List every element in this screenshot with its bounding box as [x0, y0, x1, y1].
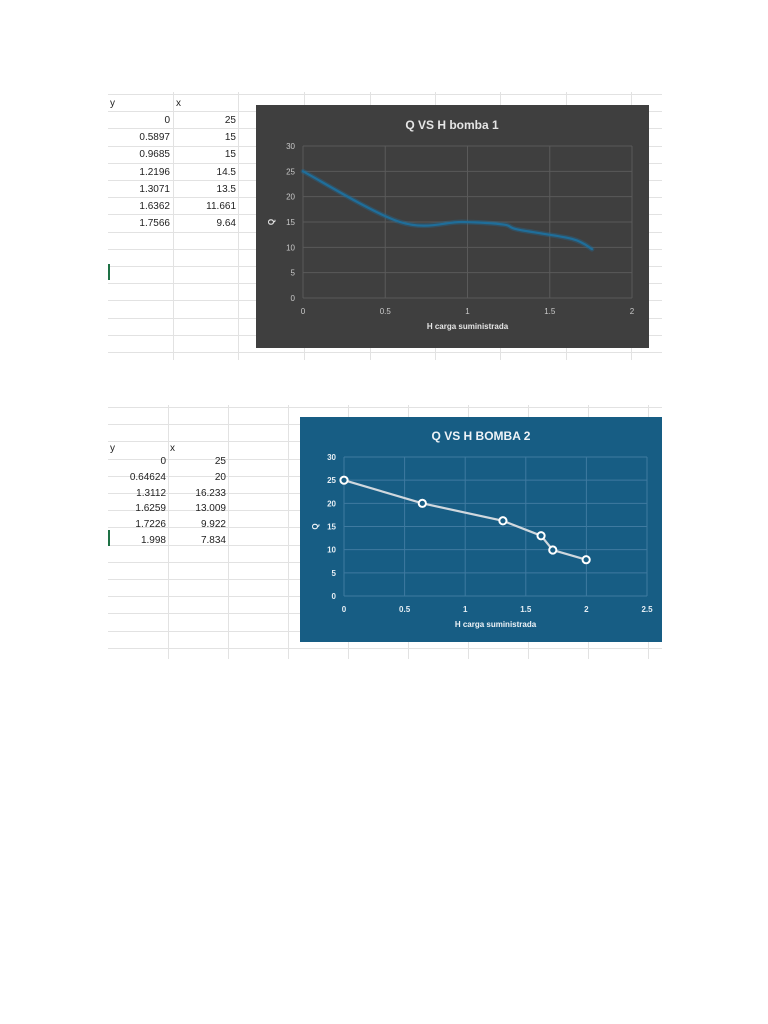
- y-tick-label: 25: [327, 476, 336, 486]
- cell-y-value[interactable]: 0.9685: [139, 149, 170, 161]
- y-tick-label: 0: [290, 294, 295, 303]
- cell-y-value[interactable]: 1.998: [140, 535, 166, 546]
- cell-x-value[interactable]: 14.5: [216, 166, 236, 178]
- selected-cell-marker: [108, 530, 110, 546]
- y-tick-label: 0: [331, 592, 336, 601]
- column-header-y: y: [110, 98, 115, 109]
- y-tick-label: 20: [286, 192, 295, 202]
- y-tick-label: 20: [327, 499, 336, 509]
- x-axis-title: H carga suministrada: [454, 620, 537, 629]
- x-tick-label: 0: [300, 307, 306, 316]
- y-tick-label: 15: [286, 218, 295, 227]
- x-tick-label: 0.5: [379, 307, 391, 316]
- x-tick-label: 2.5: [641, 605, 653, 614]
- grid-column-line: [173, 92, 174, 360]
- chart-title: Q VS H BOMBA 2: [431, 429, 531, 443]
- grid-row-line: [108, 648, 662, 649]
- cell-x-value[interactable]: 15: [224, 132, 236, 144]
- x-tick-label: 1.5: [520, 605, 532, 614]
- grid-column-line: [238, 92, 239, 360]
- cell-y-value[interactable]: 1.3112: [136, 487, 166, 499]
- cell-y-value[interactable]: 1.7226: [135, 519, 166, 531]
- cell-x-value[interactable]: 13.009: [195, 503, 226, 515]
- chart-q-vs-h-bomba-2[interactable]: [300, 417, 662, 642]
- x-tick-label: 0: [341, 605, 347, 614]
- cell-x-value[interactable]: 16.233: [195, 487, 226, 499]
- chart-title: Q VS H bomba 1: [405, 118, 499, 132]
- chart-1-svg: [256, 105, 649, 348]
- chart-background: [256, 105, 649, 348]
- cell-x-value[interactable]: 13.5: [216, 183, 236, 195]
- cell-y-value[interactable]: 0.64624: [129, 471, 166, 483]
- cell-y-value[interactable]: 1.7566: [139, 218, 170, 230]
- data-point: [419, 500, 426, 507]
- y-tick-label: 30: [327, 453, 336, 462]
- column-header-x: x: [176, 98, 181, 109]
- data-point: [499, 517, 506, 524]
- y-axis-title: Q: [267, 218, 276, 226]
- y-tick-label: 15: [327, 522, 336, 532]
- x-tick-label: 0.5: [399, 605, 411, 614]
- cell-x-value[interactable]: 11.661: [206, 201, 236, 212]
- cell-y-value[interactable]: 1.2196: [139, 166, 170, 178]
- cell-x-value[interactable]: 9.922: [200, 519, 226, 531]
- cell-y-value[interactable]: 0.5897: [139, 132, 170, 144]
- x-tick-label: 1: [465, 307, 470, 316]
- cell-y-value[interactable]: 1.6362: [139, 201, 170, 212]
- x-axis-title: H carga suministrada: [426, 322, 509, 331]
- chart-q-vs-h-bomba-1[interactable]: [256, 105, 649, 348]
- grid-column-line: [228, 405, 229, 659]
- chart-2-svg: [300, 417, 662, 642]
- column-header-y: y: [110, 443, 115, 454]
- cell-x-value[interactable]: 7.834: [200, 535, 226, 546]
- data-point: [340, 477, 347, 484]
- cell-y-value[interactable]: 1.3071: [139, 183, 170, 195]
- cell-x-value[interactable]: 25: [224, 115, 236, 126]
- column-header-x: x: [170, 443, 175, 454]
- y-tick-label: 25: [286, 167, 295, 177]
- cell-x-value[interactable]: 20: [214, 471, 226, 483]
- y-tick-label: 10: [327, 545, 336, 555]
- y-tick-label: 5: [331, 568, 336, 578]
- x-tick-label: 2: [584, 605, 589, 614]
- grid-row-line: [108, 407, 662, 408]
- cell-x-value[interactable]: 15: [224, 149, 236, 161]
- selected-cell-marker: [108, 264, 110, 280]
- y-axis-title: Q: [311, 523, 320, 530]
- grid-column-line: [288, 405, 289, 659]
- cell-x-value[interactable]: 9.64: [216, 218, 236, 230]
- cell-y-value[interactable]: 0: [164, 115, 170, 126]
- chart-background: [300, 417, 662, 642]
- x-tick-label: 2: [629, 307, 635, 316]
- data-point: [549, 546, 556, 553]
- grid-row-line: [108, 352, 662, 353]
- x-tick-label: 1.5: [544, 307, 556, 316]
- x-tick-label: 1: [462, 605, 468, 614]
- cell-y-value[interactable]: 0: [160, 456, 166, 467]
- y-tick-label: 10: [286, 243, 295, 253]
- y-tick-label: 30: [286, 142, 295, 151]
- cell-x-value[interactable]: 25: [214, 456, 226, 467]
- data-point: [583, 556, 590, 563]
- y-tick-label: 5: [290, 268, 295, 278]
- data-point: [537, 532, 544, 539]
- cell-y-value[interactable]: 1.6259: [135, 503, 166, 515]
